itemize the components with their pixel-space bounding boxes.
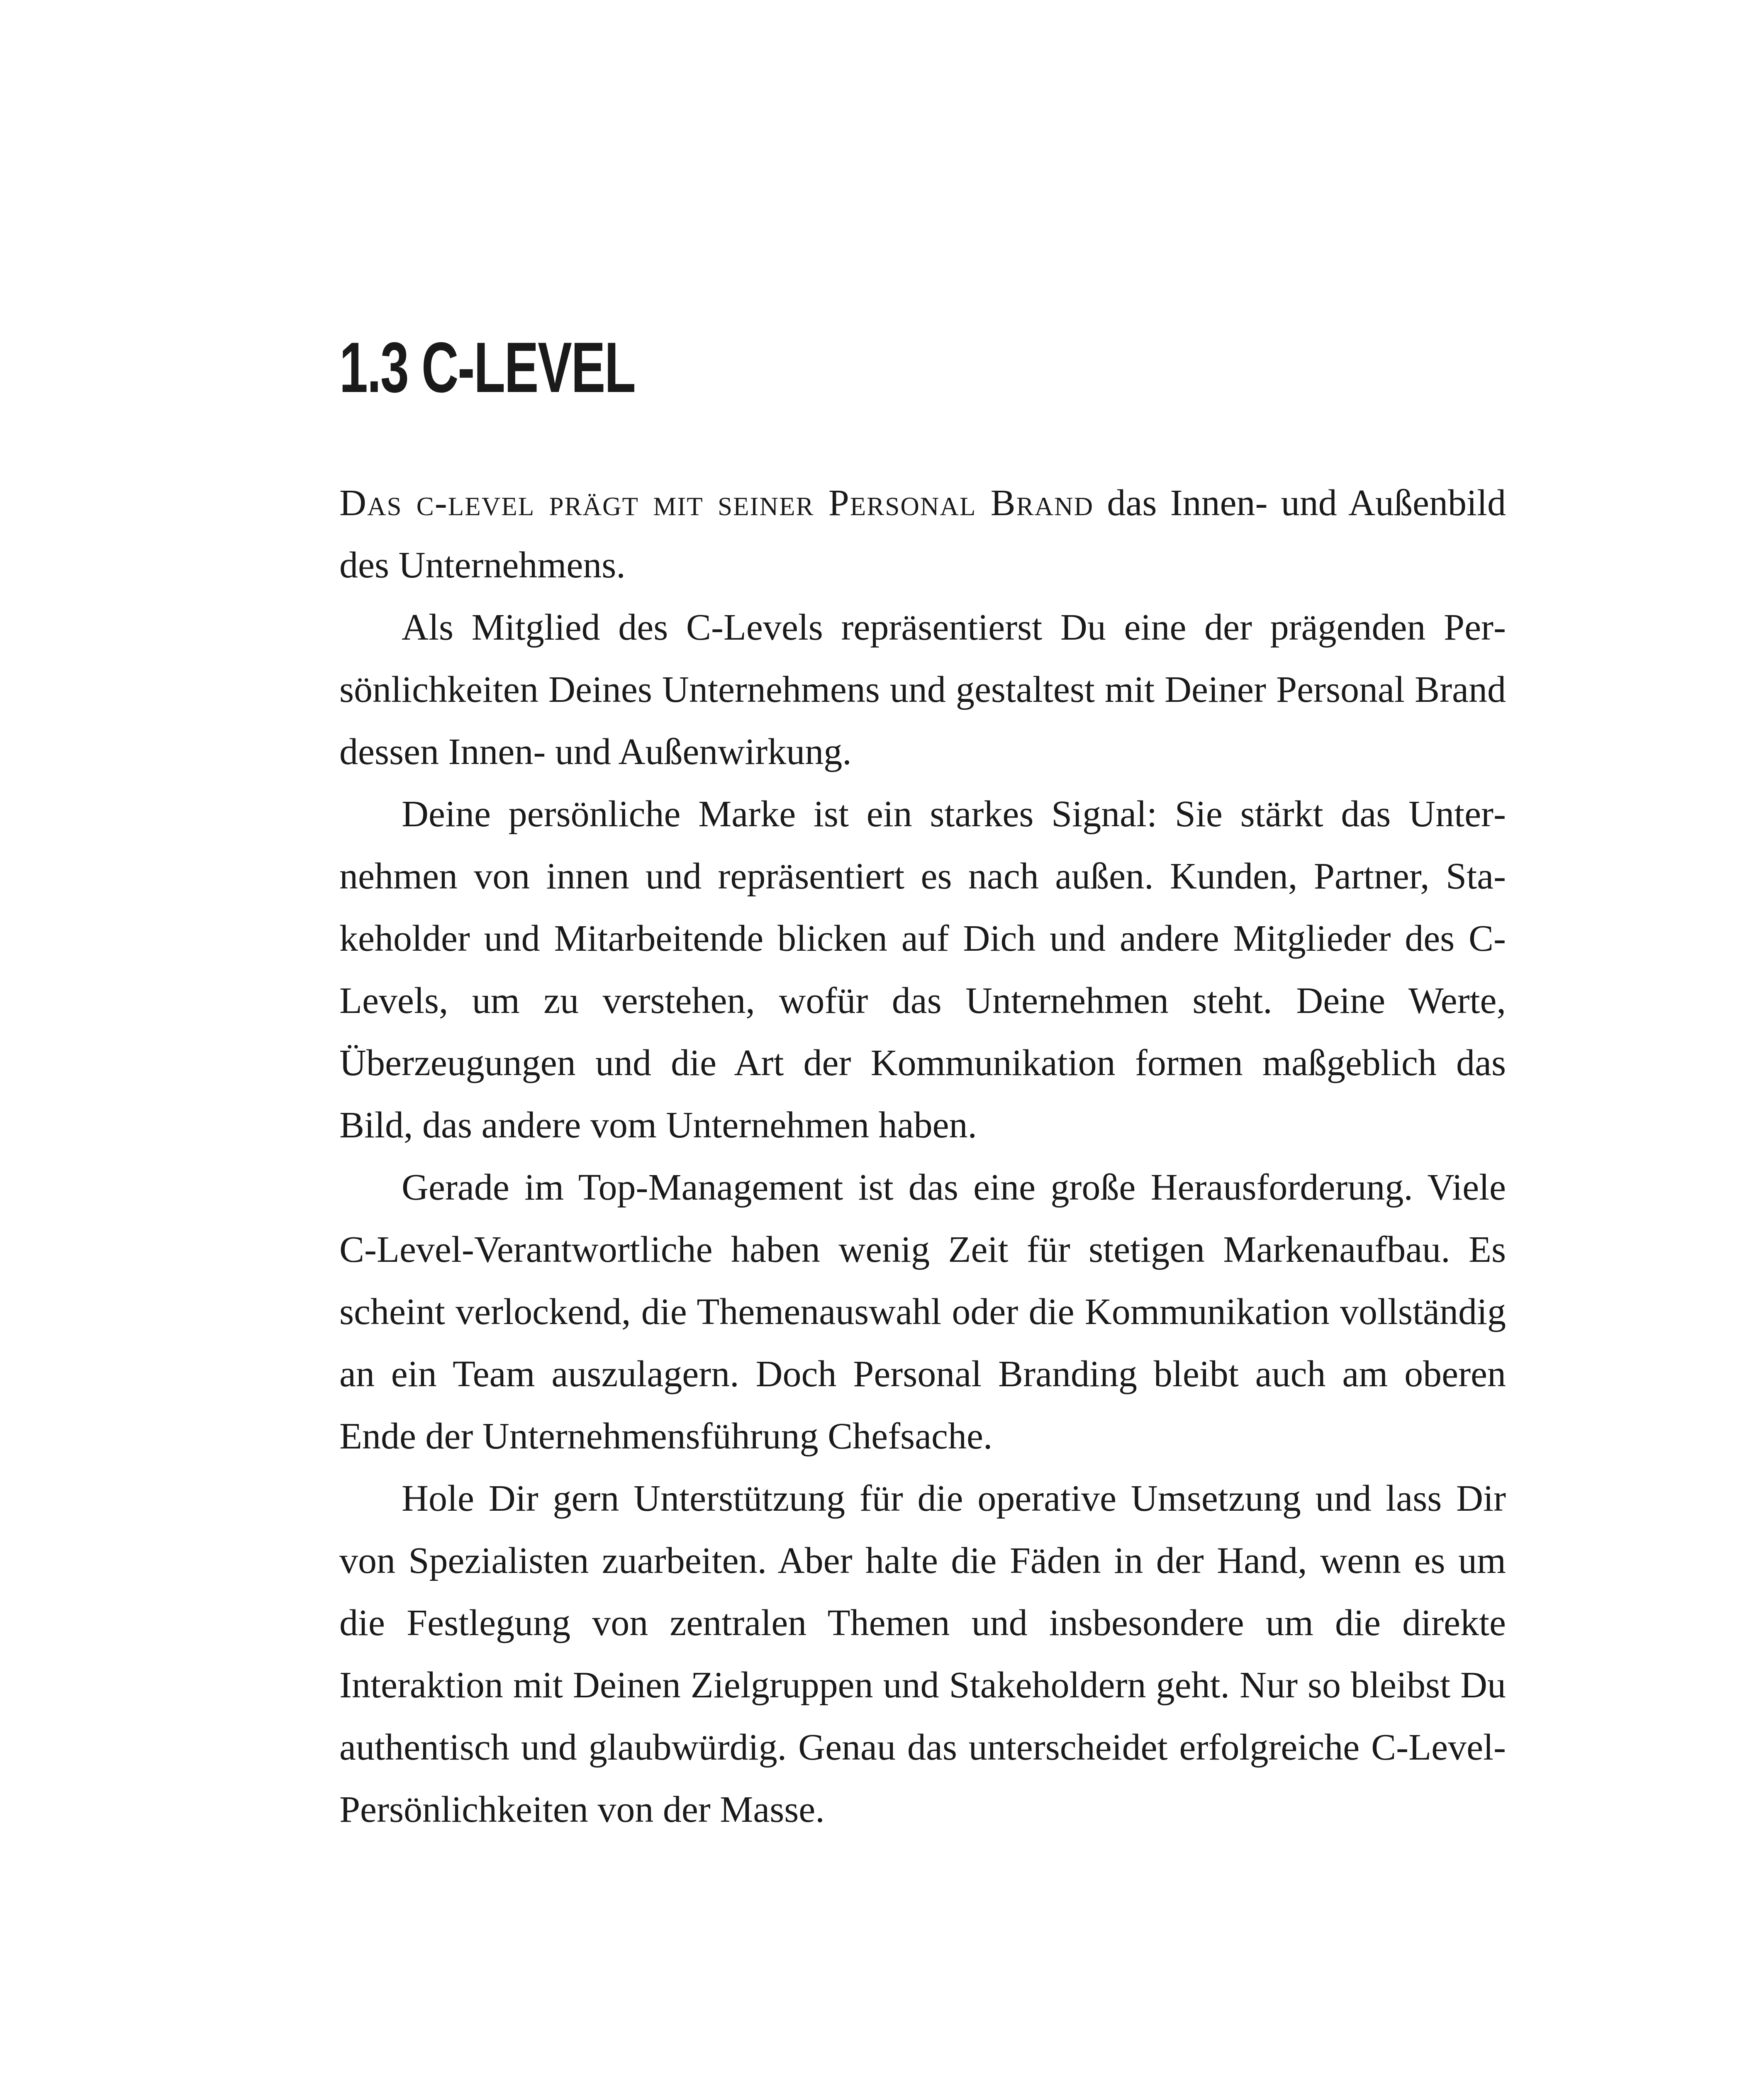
lead-smallcaps-text: Das c-level prägt mit seiner Personal Brand [339,482,1094,523]
body-text [339,472,1506,1841]
section-heading: 1.3 C-LEVEL [339,328,635,407]
lead-rest-text: das Innen- und Außenbild des Unternehmens. [339,482,1506,586]
paragraph-2: Deine persönliche Marke ist ein starkes Signal: Sie stärkt das Unternehmen von innen und repräsentiert es nach außen. Kunden, Partner, Stakeholder und Mitarbeitende blicken auf Dich und andere Mitglieder des C-Levels, um zu verstehen, wofür das Unternehmen steht. Deine Werte, Überzeugungen und die Art der Kommunikation formen maßgeblich das Bild, das andere vom Unternehmen haben. [339,794,1506,1146]
lead-paragraph [339,472,1506,596]
paragraph-3: Gerade im Top-Management ist das eine große Herausforderung. Viele C-Level-Verantwortliche haben wenig Zeit für stetigen Markenaufbau. Es scheint verlockend, die Themenauswahl oder die Kommunikation vollständig an ein Team auszulagern. Doch Personal Branding bleibt auch am oberen Ende der Unternehmensführung Chefsache. [339,1167,1506,1457]
paragraph-1: Als Mitglied des C-Levels repräsentierst Du eine der prägenden Persönlichkeiten Deines Unternehmens und gestaltest mit Deiner Personal Brand dessen Innen- und Außenwirkung. [339,607,1506,772]
paragraph-4: Hole Dir gern Unterstützung für die operative Umsetzung und lass Dir von Spezialisten zuarbeiten. Aber halte die Fäden in der Hand, wenn es um die Festlegung von zentralen Themen und insbesondere um die direkte Interaktion mit Deinen Zielgruppen und Stakeholdern geht. Nur so bleibst Du authentisch und glaubwürdig. Genau das unterscheidet erfolgreiche C-Level-Persönlichkeiten von der Masse. [339,1478,1506,1830]
